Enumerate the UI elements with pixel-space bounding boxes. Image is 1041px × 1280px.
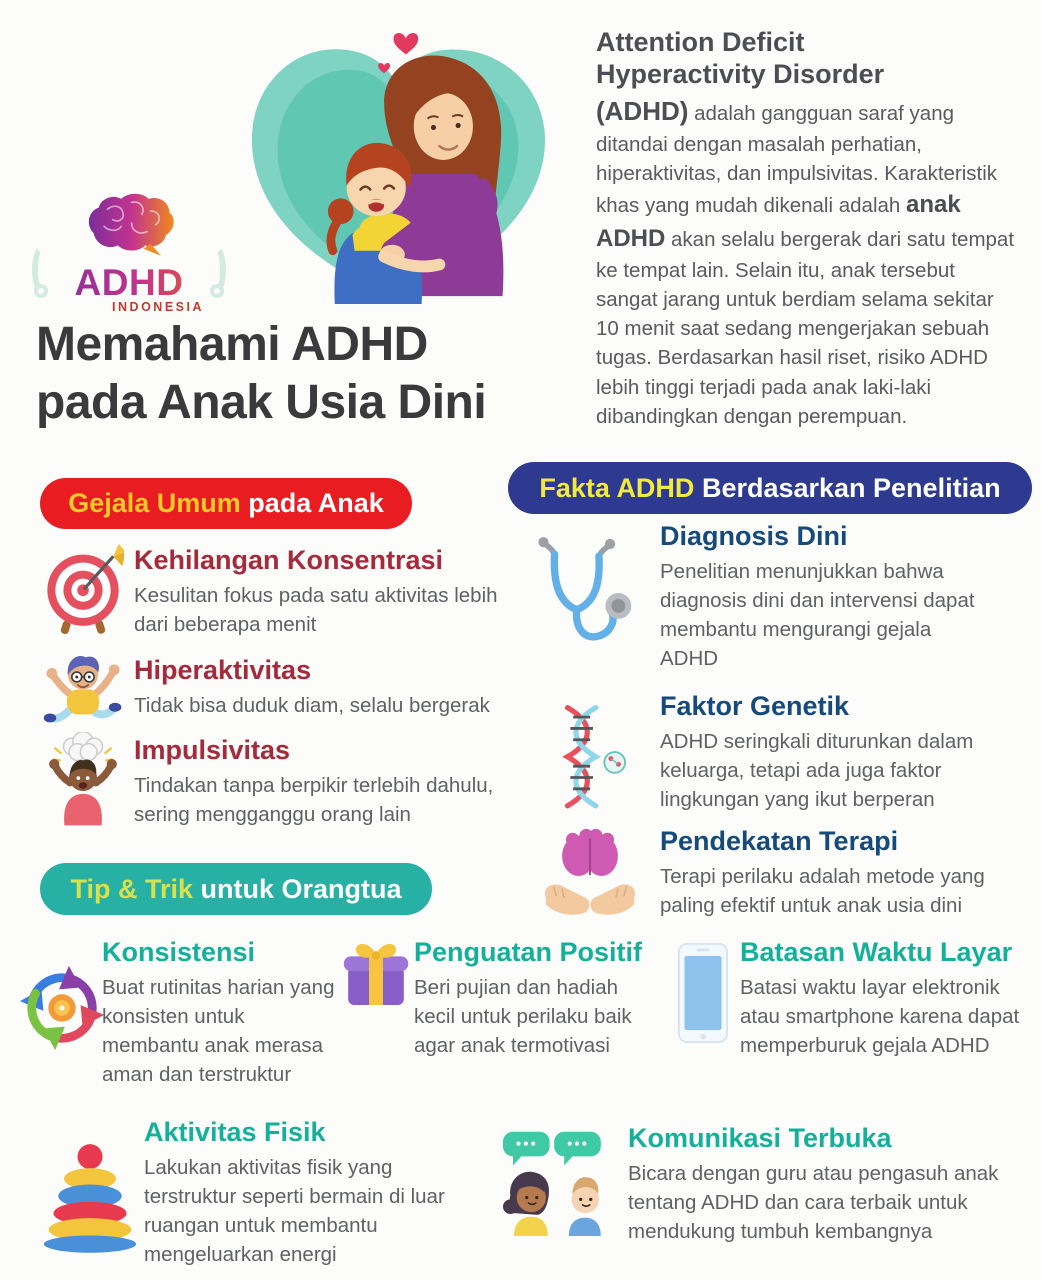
brain-logo-icon bbox=[77, 192, 181, 266]
dna-icon bbox=[536, 702, 632, 820]
fact-item-diagnosis-dini bbox=[528, 520, 1028, 680]
tip-title: Aktivitas Fisik bbox=[144, 1117, 326, 1147]
symptom-item-hiperaktivitas bbox=[38, 652, 558, 732]
target-dart-icon bbox=[42, 544, 124, 640]
tip-item-penguatan-positif bbox=[336, 936, 666, 1086]
symptom-title: Kehilangan Konsentrasi bbox=[134, 545, 444, 575]
fact-title: Diagnosis Dini bbox=[660, 521, 848, 551]
hyperactive-child-icon bbox=[38, 652, 128, 734]
symptom-desc: Tindakan tanpa berpikir terlebih dahulu, sering mengganggu orang lain bbox=[134, 773, 494, 826]
adhd-indonesia-logo bbox=[36, 192, 222, 314]
tip-item-konsistensi bbox=[16, 936, 346, 1106]
tip-title: Konsistensi bbox=[102, 937, 256, 967]
tip-item-batasan-waktu-layar bbox=[676, 936, 1036, 1106]
facts-banner-rest: Berdasarkan Penelitian bbox=[694, 472, 1001, 503]
fact-title: Faktor Genetik bbox=[660, 691, 850, 721]
impulsive-child-icon bbox=[44, 732, 122, 826]
stethoscope-icon bbox=[530, 532, 642, 654]
intro-heading-line2: Hyperactivity Disorder bbox=[596, 59, 885, 90]
page-title-line2: pada Anak Usia Dini bbox=[36, 375, 487, 429]
tip-desc: Batasi waktu layar elektronik atau smartphone karena dapat memperburuk gejala ADHD bbox=[740, 975, 1020, 1057]
symptom-title: Impulsivitas bbox=[134, 735, 291, 765]
symptom-desc: Kesulitan fokus pada satu aktivitas lebih dari beberapa menit bbox=[134, 583, 498, 636]
fact-item-faktor-genetik bbox=[528, 690, 1028, 830]
intro-body-part2: akan selalu bergerak dari satu tempat ke tempat lain. Selain itu, anak tersebut sangat jarang untuk berdiam selama sekitar 10 menit saat sedang mengerjakan sebuah tugas. Berdasarkan hasil riset, risiko ADHD lebih tinggi terjadi pada anak laki-laki dibandingkan dengan perempuan. bbox=[596, 227, 1015, 428]
facts-section-banner bbox=[508, 462, 1032, 514]
facts-banner-highlight: Fakta ADHD bbox=[539, 472, 695, 503]
fact-desc: ADHD seringkali diturunkan dalam keluarga, tetapi ada juga faktor lingkungan yang ikut berperan bbox=[660, 729, 974, 811]
tips-banner-highlight: Tip & Trik bbox=[70, 873, 194, 904]
stacking-rings-icon bbox=[40, 1140, 140, 1254]
tips-banner-rest: untuk Orangtua bbox=[193, 873, 402, 904]
tip-title: Komunikasi Terbuka bbox=[628, 1123, 892, 1153]
intro-body-part1: adalah gangguan saraf yang ditandai dengan masalah perhatian, hiperaktivitas, dan impulsivitas. Karakteristik khas yang mudah dikenali adalah bbox=[596, 101, 998, 217]
tip-desc: Bicara dengan guru atau pengasuh anak tentang ADHD dan cara terbaik untuk mendukung tumbuh kembangnya bbox=[628, 1161, 999, 1243]
cycle-arrows-icon bbox=[16, 962, 108, 1054]
symptom-item-kehilangan-konsentrasi bbox=[42, 544, 542, 654]
symptom-item-impulsivitas bbox=[44, 732, 564, 842]
fact-item-pendekatan-terapi bbox=[528, 825, 1028, 945]
logo-brand-text: ADHD bbox=[36, 266, 222, 299]
symptom-title: Hiperaktivitas bbox=[134, 655, 312, 685]
hands-holding-brain-icon bbox=[532, 827, 648, 927]
symptoms-banner-rest: pada Anak bbox=[240, 488, 384, 518]
intro-inline-bold: anak ADHD bbox=[596, 190, 961, 252]
symptoms-section-banner bbox=[40, 478, 412, 529]
page-title bbox=[36, 316, 586, 431]
smartphone-icon bbox=[676, 942, 730, 1044]
mother-child-hug-illustration bbox=[233, 8, 555, 304]
tip-item-komunikasi-terbuka bbox=[492, 1122, 1037, 1272]
fact-desc: Penelitian menunjukkan bahwa diagnosis dini dan intervensi dapat membantu mengurangi gejala ADHD bbox=[660, 559, 975, 671]
gift-icon bbox=[336, 930, 416, 1014]
symptoms-banner-highlight: Gejala Umum bbox=[68, 488, 241, 518]
tip-item-aktivitas-fisik bbox=[40, 1116, 490, 1276]
decorative-dot-left bbox=[34, 284, 48, 298]
tip-title: Batasan Waktu Layar bbox=[740, 937, 1013, 967]
decorative-dot-right bbox=[210, 284, 224, 298]
symptom-desc: Tidak bisa duduk diam, selalu bergerak bbox=[134, 693, 490, 717]
tip-desc: Lakukan aktivitas fisik yang terstruktur seperti bermain di luar ruangan untuk membantu mengeluarkan energi bbox=[144, 1155, 445, 1267]
tips-section-banner bbox=[40, 863, 432, 915]
tip-desc: Buat rutinitas harian yang konsisten untuk membantu anak merasa aman dan terstruktur bbox=[102, 975, 335, 1087]
intro-paragraph bbox=[596, 26, 1020, 431]
logo-country-text: INDONESIA bbox=[112, 300, 204, 315]
intro-adhd-abbrev: (ADHD) bbox=[596, 95, 689, 126]
children-talking-icon bbox=[492, 1128, 620, 1236]
intro-heading-line1: Attention Deficit bbox=[596, 27, 805, 57]
page-title-line1: Memahami ADHD bbox=[36, 318, 428, 371]
fact-desc: Terapi perilaku adalah metode yang paling efektif untuk anak usia dini bbox=[660, 864, 985, 917]
tip-title: Penguatan Positif bbox=[414, 937, 643, 967]
fact-title: Pendekatan Terapi bbox=[660, 826, 899, 856]
tip-desc: Beri pujian dan hadiah kecil untuk perilaku baik agar anak termotivasi bbox=[414, 975, 632, 1057]
